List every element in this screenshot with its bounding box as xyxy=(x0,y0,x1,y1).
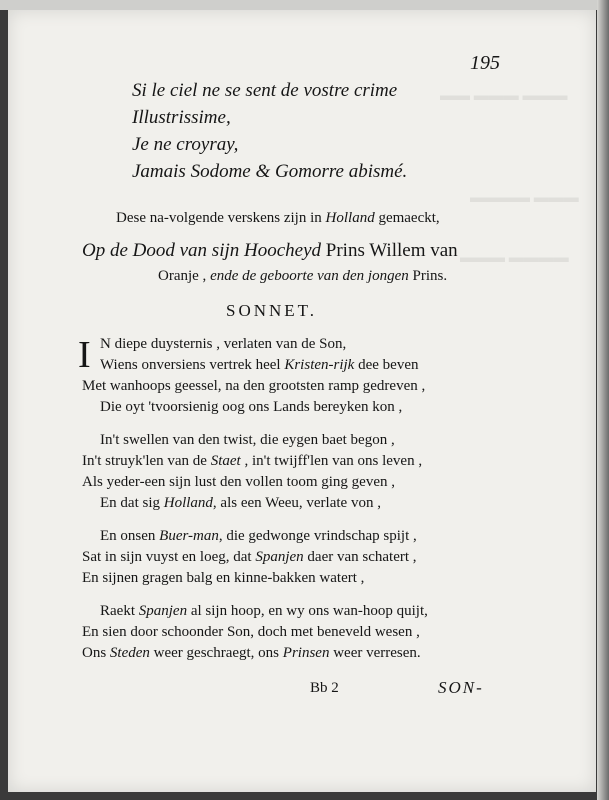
poem-text: daer van schatert , xyxy=(303,549,417,565)
opening-verse-line-4: Jamais Sodome & Gomorre abismé. xyxy=(132,161,408,182)
poem-text: weer geschraegt, ons xyxy=(149,645,283,661)
poem-line: En sijnen gragen balg en kinne-bakken watert , xyxy=(82,570,365,586)
poem-line: In't swellen van den twist, die eygen baet begon , xyxy=(100,432,395,448)
poem-line xyxy=(82,453,422,470)
poem-italic: Buer-man xyxy=(159,528,219,544)
drop-capital: I xyxy=(78,334,91,376)
poem-heading-line-1 xyxy=(82,240,458,262)
heading-part-b: Prins. xyxy=(408,268,448,284)
note-place: Holland xyxy=(325,210,375,226)
poem-line xyxy=(82,645,421,662)
scan-right-edge xyxy=(597,0,609,800)
heading-roman: Prins Willem van xyxy=(321,240,458,261)
opening-verse-line-1: Si le ciel ne se sent de vostre crime xyxy=(132,80,398,101)
poem-line: Die oyt 'tvoorsienig oog ons Lands bereyken kon , xyxy=(100,399,403,415)
poem-line: En sien door schoonder Son, doch met beneveld wesen , xyxy=(82,624,420,640)
poem-text: In't struyk'len van de xyxy=(82,453,211,469)
poem-italic: Prinsen xyxy=(282,645,330,661)
note-line xyxy=(116,210,440,227)
poem-line xyxy=(100,603,428,620)
poem-italic: Steden xyxy=(109,645,150,661)
poem-text: , als een Weeu, verlate von , xyxy=(212,495,381,511)
poem-line xyxy=(100,495,381,512)
poem-heading-line-2 xyxy=(158,268,447,285)
poem-text: weer verresen. xyxy=(329,645,421,661)
poem-text: al sijn hoop, en wy ons wan-hoop quijt, xyxy=(187,603,428,619)
poem-text: Wiens onversiens vertrek heel xyxy=(100,357,285,373)
scan-top-edge xyxy=(0,0,609,10)
signature-mark: Bb 2 xyxy=(310,680,339,696)
heading-italic-2: ende de geboorte van den jongen xyxy=(210,268,409,284)
note-text: Dese na-volgende verskens zijn in xyxy=(116,210,326,226)
poem-text: En dat sig xyxy=(100,495,164,511)
opening-verse-line-3: Je ne croyray, xyxy=(132,134,239,155)
poem-italic: Holland xyxy=(163,495,213,511)
poem-line: N diepe duysternis , verlaten van de Son, xyxy=(100,336,347,352)
catchword: SON- xyxy=(438,678,484,697)
poem-text: En onsen xyxy=(100,528,160,544)
poem-line xyxy=(100,528,417,545)
poem-text: Ons xyxy=(82,645,110,661)
poem-text: Raekt xyxy=(100,603,139,619)
bleed-through-ghost: ▬▬▬ ▬▬▬▬ xyxy=(460,250,569,266)
poem-text: Sat in sijn vuyst en loeg, dat xyxy=(82,549,256,565)
sonnet-title: SONNET. xyxy=(226,301,318,320)
poem-line xyxy=(82,549,417,566)
poem-line xyxy=(100,357,418,374)
page-number: 195 xyxy=(470,52,500,74)
bleed-through-ghost: ▬▬ ▬▬▬ ▬▬▬ xyxy=(440,88,568,104)
poem-text: dee beven xyxy=(354,357,419,373)
opening-verse-line-2: Illustrissime, xyxy=(132,107,231,128)
poem-italic: Kristen-rijk xyxy=(284,357,355,373)
poem-line: Met wanhoops geessel, na den grootsten ramp gedreven , xyxy=(82,378,426,394)
heading-italic: Op de Dood van sijn Hoocheyd xyxy=(82,240,322,261)
bleed-through-ghost: ▬▬▬▬ ▬▬▬ xyxy=(470,190,579,206)
poem-italic: Staet xyxy=(210,453,241,469)
poem-text: , in't twijff'len van ons leven , xyxy=(240,453,423,469)
poem-text: , die gedwongе vrindschap spijt , xyxy=(218,528,417,544)
note-text-end: gemaeckt, xyxy=(374,210,440,226)
poem-line: Als yeder-een sijn lust den vollen toom ging geven , xyxy=(82,474,395,490)
poem-italic: Spanjen xyxy=(255,549,304,565)
heading-part-a: Oranje , xyxy=(158,268,211,284)
poem-italic: Spanjen xyxy=(138,603,188,619)
